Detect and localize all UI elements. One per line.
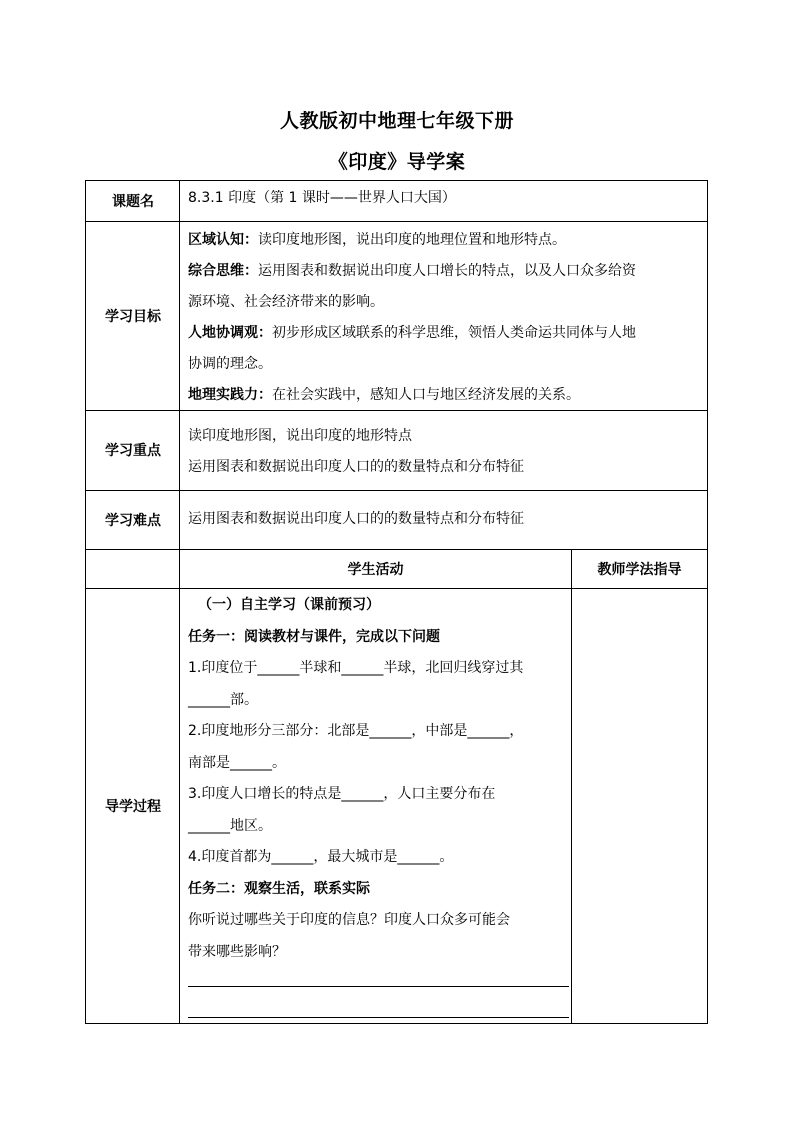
difficulty-label: 学习难点 xyxy=(105,512,161,529)
question-line: 4.印度首都为______，最大城市是______。 xyxy=(188,849,454,865)
goal-line: 综合思维：运用图表和数据说出印度人口增长的特点，以及人口众多给资 xyxy=(188,263,636,279)
goal-line: 协调的理念。 xyxy=(188,356,272,372)
student-activity-header: 学生活动 xyxy=(347,562,404,578)
study-guide-table xyxy=(85,180,708,1024)
goal-line: 地理实践力：在社会实践中，感知人口与地区经济发展的关系。 xyxy=(188,387,580,403)
answer-line[interactable] xyxy=(188,1017,569,1018)
goal-line: 人地协调观：初步形成区域联系的科学思维，领悟人类命运共同体与人地 xyxy=(188,325,636,341)
goal-line: 区域认知：读印度地形图，说出印度的地理位置和地形特点。 xyxy=(188,232,566,248)
process-content xyxy=(188,590,569,968)
question-line: 1.印度位于______半球和______半球，北回归线穿过其 xyxy=(188,660,524,676)
column-divider xyxy=(571,549,572,1023)
answer-line[interactable] xyxy=(188,986,569,987)
goals-label: 学习目标 xyxy=(105,308,161,325)
topic-value: 8.3.1 印度（第 1 课时——世界人口大国） xyxy=(188,190,456,206)
task-heading: 任务二：观察生活，联系实际 xyxy=(188,880,370,897)
goals-content xyxy=(188,225,706,411)
question-line: ______部。 xyxy=(188,691,258,708)
key-points-label: 学习重点 xyxy=(105,443,161,459)
question-line: 你听说过哪些关于印度的信息？印度人口众多可能会 xyxy=(188,912,510,928)
question-line: ______地区。 xyxy=(188,817,272,834)
process-label: 导学过程 xyxy=(105,798,161,815)
teacher-guidance-header: 教师学法指导 xyxy=(597,562,682,578)
section-heading: （一）自主学习（课前预习） xyxy=(198,597,380,613)
question-line: 3.印度人口增长的特点是______，人口主要分布在 xyxy=(188,786,496,802)
topic-label: 课题名 xyxy=(112,194,154,210)
question-line: 南部是______。 xyxy=(188,754,286,771)
goal-line: 源环境、社会经济带来的影响。 xyxy=(188,294,384,310)
document-subtitle: 《印度》导学案 xyxy=(328,151,466,173)
question-line: 带来哪些影响？ xyxy=(188,943,286,960)
key-points-content: 读印度地形图，说出印度的地形特点 运用图表和数据说出印度人口的的数量特点和分布特征 xyxy=(188,428,524,475)
task-heading: 任务一：阅读教材与课件，完成以下问题 xyxy=(188,628,440,645)
document-title: 人教版初中地理七年级下册 xyxy=(279,110,514,132)
difficulty-content: 运用图表和数据说出印度人口的的数量特点和分布特征 xyxy=(188,511,524,527)
question-line: 2.印度地形分三部分：北部是______，中部是______， xyxy=(188,723,524,739)
